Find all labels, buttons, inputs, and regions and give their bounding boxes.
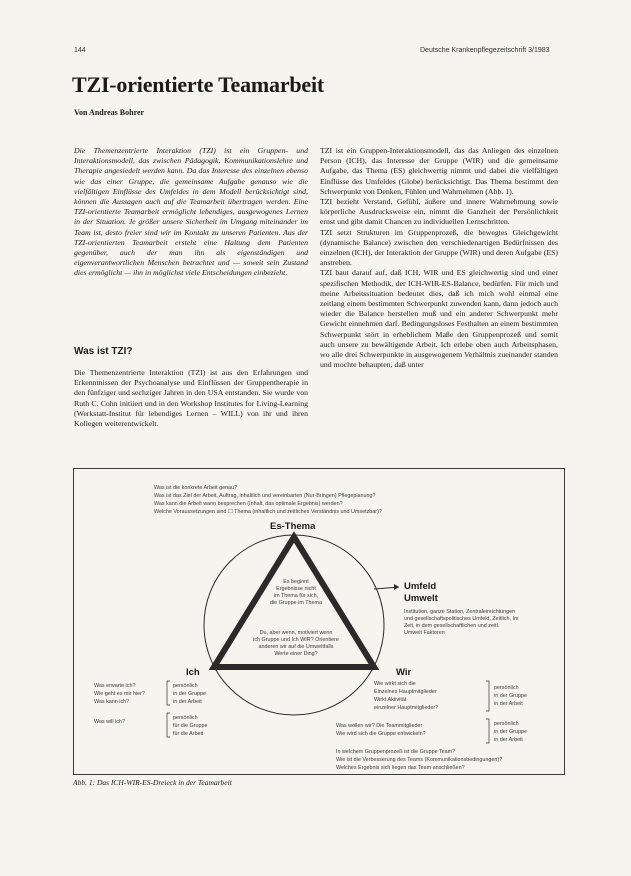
label-es-thema: Es-Thema xyxy=(270,521,316,532)
right-paragraph: TZI setzt Strukturen im Gruppenprozeß, die bewegtes Gleichgewicht (dynamische Balance) zwischen den verschiedenartigen Bedürfnissen des einzelnen (ICH), der Interaktion der Gruppe (WIR) und deren Aufgabe (ES) anstreben. xyxy=(320,227,558,268)
abstract xyxy=(74,146,308,279)
brace xyxy=(167,681,170,705)
center-bottom-line: ich Gruppe und Ich WIR? Orientiere xyxy=(253,637,339,643)
top-question: Was kann die Arbeit wann besprechen (Inhalt, das optimale Ergebnis) werden? xyxy=(154,501,343,507)
right-paragraph: TZI baut darauf auf, daß ICH, WIR und ES gleichwertig sind und einer spezifischen Methodik, der ICH-WIR-ES-Balance, bedürfen. Für mich und meine Arbeitssituation bedeutet dies, daß ich mich wohl einmal eine zeitlang einem bestimmten Schwerpunkt zuwenden kann, dann jedoch auch wieder die Balance herstellen muß und ein anderer Schwerpunkt mehr Gewicht einnehmen darf. Bedingungsloses Festhalten an einem bestimmten Schwerpunkt stört in erheblichem Maße den Gruppenprozeß und somit auch unsere zu bewältigende Arbeit. Ich erlebe oben auch Arbeitsphasen, wo alle drei Schwerpunkte in ausgewogenem Verhältnis zueinander standen und mochte behaupten, daß unter xyxy=(320,268,558,370)
umfeld-line: Zeit, in dem gesellschaftlichen und zeitl. xyxy=(404,623,500,629)
wir-answer-2: persönlich xyxy=(494,721,519,727)
ich-question: Was kann ich? xyxy=(94,699,130,705)
tzi-diagram xyxy=(74,469,564,774)
wir-answer-2: in der Gruppe xyxy=(494,729,527,735)
brace xyxy=(167,713,170,737)
top-question: Was ist die konkrete Arbeit genau? xyxy=(154,485,238,491)
wir-question: Wirkt Aktivität xyxy=(374,697,407,703)
wir-answer: persönlich xyxy=(494,685,519,691)
section-heading: Was ist TZI? xyxy=(74,346,133,357)
brace xyxy=(486,681,489,711)
author-line: Von Andreas Bohrer xyxy=(74,108,145,117)
ich-answer: in der Gruppe xyxy=(173,691,206,697)
center-top-line: im Thema für sich, xyxy=(273,593,319,599)
arrow-head-icon xyxy=(394,584,399,590)
wir-question-2: Was wollen wir? Die Teammitglieder xyxy=(336,723,423,729)
globe-circle xyxy=(204,535,384,715)
umfeld-line: Institution, ganze Station, Zentraleinrichtungen xyxy=(404,609,516,615)
ich-answer-2: für die Gruppe xyxy=(173,723,208,729)
left-body xyxy=(74,368,308,429)
top-question: Welche Voraussetzungen sind ☐ Thema (inhaltlich und zeitliches Verständnis und Umsetzbar)? xyxy=(154,509,382,515)
ich-question: Wie geht es mir hier? xyxy=(94,691,145,697)
right-paragraph: TZI ist ein Gruppen-Interaktionsmodell, das das Anliegen des einzelnen Person (ICH), das Interesse der Gruppe (WIR) und die gemeinsame Aufgabe, das Thema (ES) gleichwertig nimmt und dabei die vielfältigen Einflüsse des Umfeldes (Globe) berücksichtigt. Das Thema bestimmt den Schwerpunkt von Denken, Fühlen und Wahrnehmen (Abb. 1). xyxy=(320,146,558,196)
right-column xyxy=(320,146,558,370)
wir-answer-2: in der Arbeit xyxy=(494,737,523,743)
bottom-question: Welches Ergebnis sich liegen das Team anschließen? xyxy=(336,765,465,771)
label-umwelt: Umwelt xyxy=(404,593,438,604)
center-top-line: Es beginnt xyxy=(283,579,309,585)
wir-question-2: Wie wird sich die Gruppe entwickeln? xyxy=(336,731,426,737)
center-top-line: Ergebnisse nicht xyxy=(276,586,316,592)
ich-question-2: Was will ich? xyxy=(94,719,125,725)
article-title: TZI-orientierte Teamarbeit xyxy=(72,72,325,97)
bottom-question: Wie ist die Verbesserung des Teams (Kommunikationsbedingungen)? xyxy=(336,757,503,763)
wir-answer: in der Gruppe xyxy=(494,693,527,699)
abstract-text: Die Themenzentrierte Interaktion (TZI) ist ein Gruppen- und Interaktionsmodell, das zwischen Pädagogik, Kommunikationslehre und Therapie angesiedelt werden kann. Da das Interesse des einzelnen ebenso wie das einer Gruppe, die gemeinsame Aufgabe genauso wie die vielfältigen Einflüsse des Umfeldes in dem Modell berücksichtigt sind, können die Aussagen auch auf die Teamarbeit übertragen werden. Eine TZI-orientierte Teamarbeit ermöglicht lebendiges, ausgewogenes Lernen in der Situation. Je größer unsere Sicherheit im Umgang miteinander im Team ist, desto freier sind wir im Kontakt zu unseren Patienten. Aus der TZI-orientierten Teamarbeit ersteht eine Haltung dem Patienten gegenüber, auch der man ihn als eigenständigen und eigenverantwortlichen Menschen betrachtet und — soweit sein Zustand dies ermöglicht — ihn in möglichst viele Entscheidungen einbezieht. xyxy=(74,146,308,278)
center-bottom-line: Werte einer Ding? xyxy=(274,651,318,657)
figure-caption: Abb. 1: Das ICH-WIR-ES-Dreieck in der Teamarbeit xyxy=(73,778,232,787)
wir-question: einzelner Hauptmitglieder? xyxy=(374,705,439,711)
brace xyxy=(486,719,489,743)
ich-answer: persönlich xyxy=(173,683,198,689)
wir-question: Einzelnes Hauptmitglieder xyxy=(374,689,437,695)
wir-question: Wie wirkt sich die xyxy=(374,681,416,687)
center-top-line: die Gruppe im Thema xyxy=(269,600,323,606)
right-paragraph: TZI bezieht Verstand, Gefühl, äußere und innere Wahrnehmung sowie körperliche Ausdrucksweise ein, nimmt die Ganzheit der Persönlichkeit ernst und gibt damit Chancen zu individuellen Lernschritten. xyxy=(320,197,558,227)
left-body-text: Die Themenzentrierte Interaktion (TZI) ist aus den Erfahrungen und Erkenntnissen der Psychoanalyse und Einflüssen der Gruppentherapie in den fünfziger und sechziger Jahren in den USA entstanden. Sie wurde von Ruth C. Cohn initiiert und in den Workshop Institutes for Living-Learning (Werkstatt-Institut für lebendiges Lernen – WILL) von ihr und ihren Kollegen weiterentwickelt. xyxy=(74,368,308,429)
figure-box xyxy=(73,468,565,775)
ich-answer-2: für die Arbeit xyxy=(173,731,204,737)
ich-answer-2: persönlich xyxy=(173,715,198,721)
journal-name: Deutsche Krankenpflegezeitschrift 3/1983 xyxy=(420,47,550,54)
label-wir: Wir xyxy=(396,667,412,678)
center-bottom-line: Du, aber wenn, motiviert wenn xyxy=(259,630,333,636)
top-question: Was ist das Ziel der Arbeit, Auftrag, inhaltlich und vereinbarten (Nur-Bringen) Pflegeplanung? xyxy=(154,493,376,499)
ich-question: Was erwarte ich? xyxy=(94,683,136,689)
umfeld-line: Umwelt Faktoren xyxy=(404,630,445,636)
label-umfeld: Umfeld xyxy=(404,581,437,592)
umfeld-line: und gesellschaftspolitisches Umfeld, Zeitlich, Im xyxy=(404,616,519,622)
center-bottom-line: anderen wir auf die Umweltfalls xyxy=(258,644,334,650)
label-ich: Ich xyxy=(186,667,200,678)
bottom-question: In welchem Gruppenprozeß ist die Gruppe Team? xyxy=(336,749,456,755)
page-number: 144 xyxy=(74,47,86,54)
wir-answer: in der Arbeit xyxy=(494,701,523,707)
ich-answer: in der Arbeit xyxy=(173,699,202,705)
